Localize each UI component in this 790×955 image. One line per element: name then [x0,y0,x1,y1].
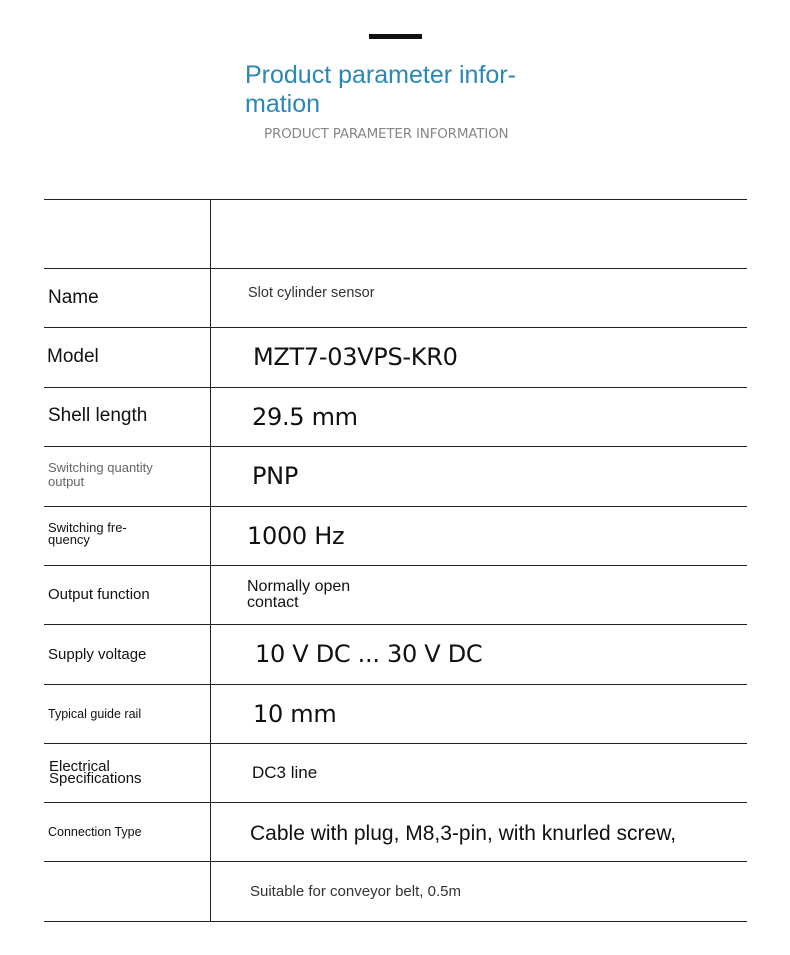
table-rule [44,921,747,922]
table-row [44,446,747,506]
table-rule [44,199,747,200]
row-value: Suitable for conveyor belt, 0.5m [250,882,461,900]
row-label: Shell length [48,405,148,426]
row-label: Switching quantity output [48,460,153,489]
top-accent-bar [369,34,422,39]
row-value: 10 mm [253,699,337,728]
page-subtitle: PRODUCT PARAMETER INFORMATION [264,126,509,142]
row-label [48,861,208,921]
table-row [44,387,747,446]
table-row [44,565,747,624]
row-label: Typical guide rail [48,706,142,721]
table-row [44,624,747,684]
row-label: Output function [48,586,150,603]
row-label: Switching fre-quency [48,520,127,547]
row-label: Connection Type [48,824,142,839]
table-row [44,802,747,861]
row-label: Model [47,346,99,367]
row-value: PNP [252,462,298,490]
row-value: 1000 Hz [247,521,345,550]
page-title: Product parameter infor-mation [245,61,516,118]
row-label: Electrical Specifications [49,757,142,787]
table-row [44,268,747,327]
row-value: 29.5 mm [252,402,358,431]
table-row [44,327,747,387]
table-row [44,861,747,921]
row-value: MZT7-03VPS-KR0 [253,343,458,371]
row-label: Name [48,286,99,308]
table-row [44,743,747,802]
row-value: Slot cylinder sensor [248,285,375,301]
table-row [44,506,747,565]
row-value: 10 V DC ... 30 V DC [255,640,483,668]
table-row [44,684,747,743]
row-value: Cable with plug, M8,3-pin, with knurled screw, [250,822,677,845]
row-value: DC3 line [252,762,318,782]
row-value: Normally open contact [247,577,351,611]
row-label: Supply voltage [48,645,147,663]
